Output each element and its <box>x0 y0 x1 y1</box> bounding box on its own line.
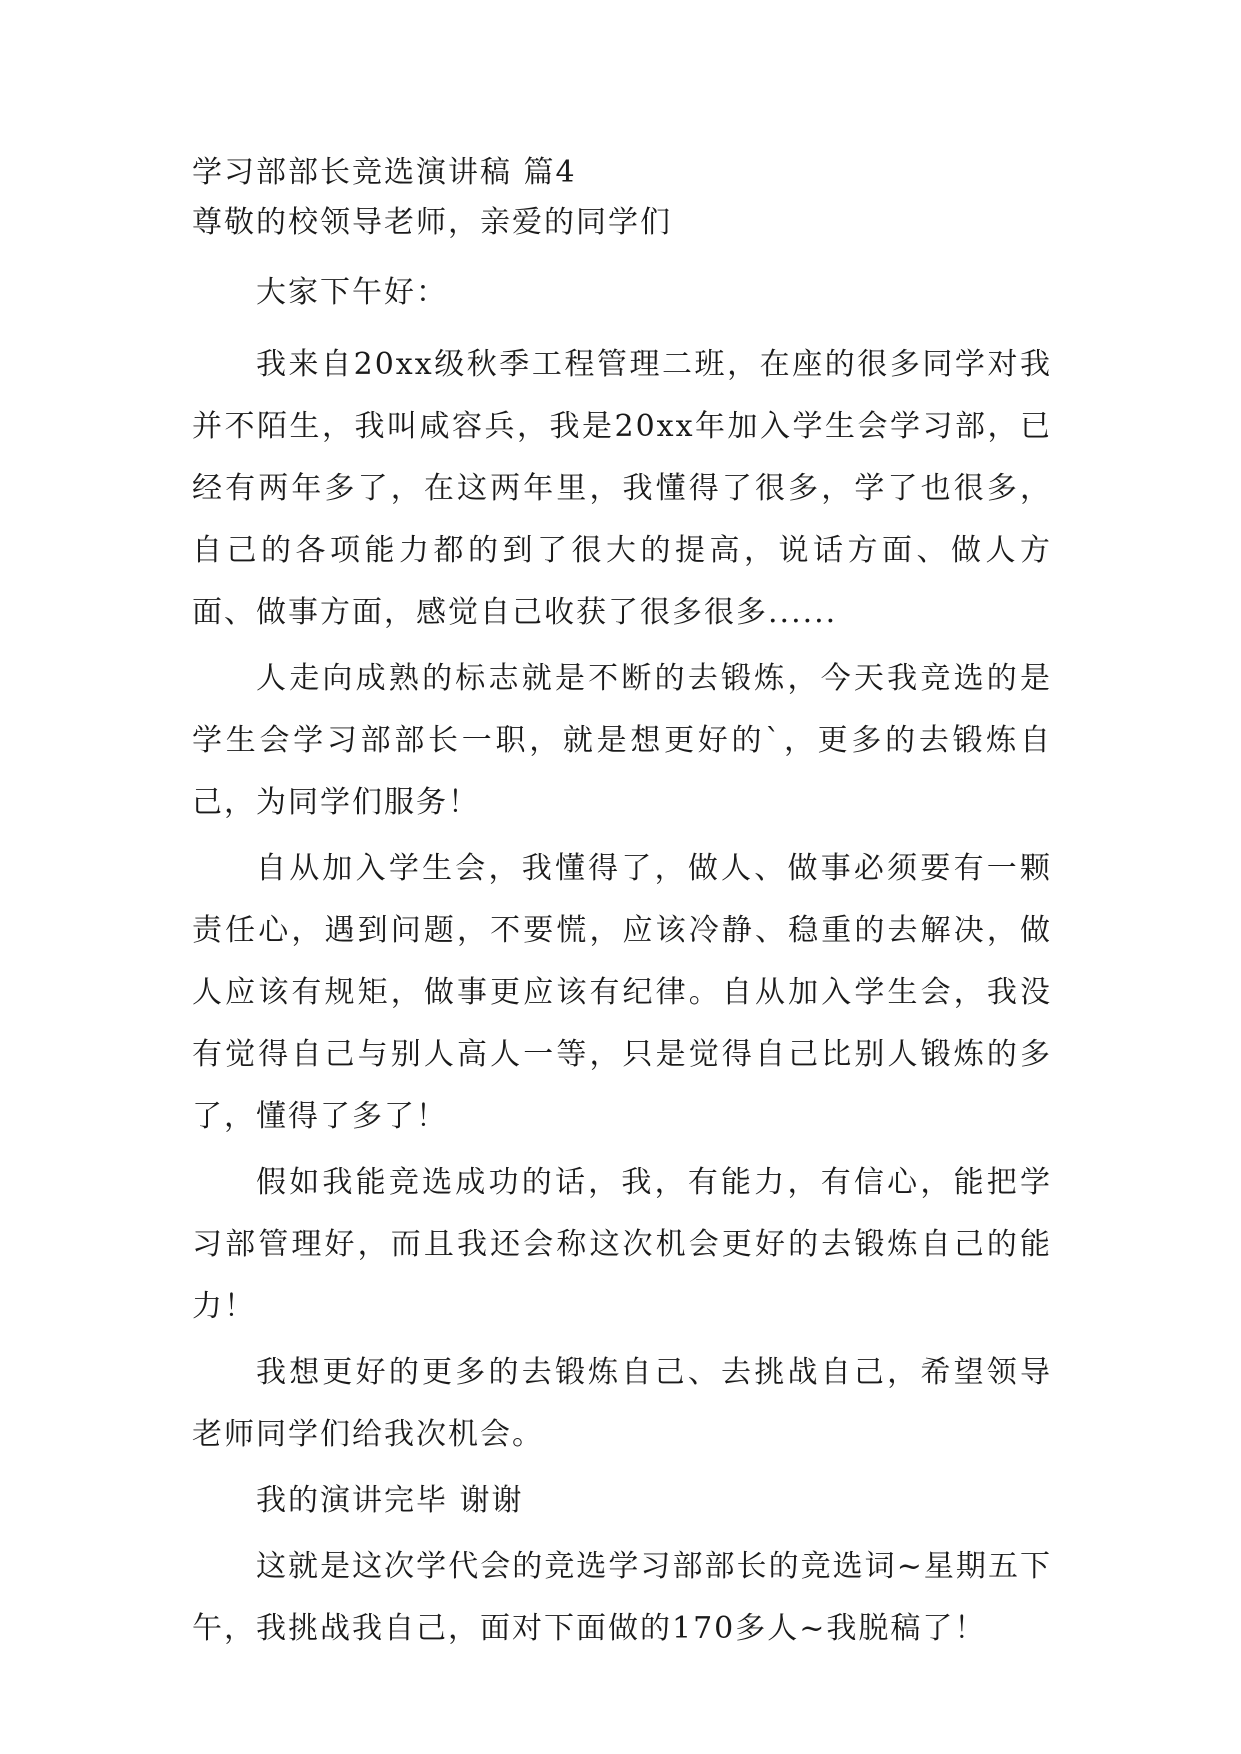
paragraph: 我想更好的更多的去锻炼自己、去挑战自己，希望领导老师同学们给我次机会。 <box>192 1355 1052 1452</box>
document-body <box>192 148 1052 1664</box>
paragraph: 假如我能竞选成功的话，我，有能力，有信心，能把学习部管理好，而且我还会称这次机会更好的去锻炼自己的能力！ <box>192 1165 1052 1324</box>
document-title: 学习部部长竞选演讲稿 篇4 <box>192 155 577 190</box>
paragraph: 我的演讲完毕 谢谢 <box>256 1483 524 1518</box>
salutation: 尊敬的校领导老师，亲爱的同学们 <box>192 205 672 240</box>
greeting: 大家下午好： <box>256 275 448 310</box>
paragraph: 自从加入学生会，我懂得了，做人、做事必须要有一颗责任心，遇到问题，不要慌，应该冷静、稳重的去解决，做人应该有规矩，做事更应该有纪律。自从加入学生会，我没有觉得自己与别人高人一等，只是觉得自己比别人锻炼的多了，懂得了多了！ <box>192 851 1052 1134</box>
paragraph: 我来自20xx级秋季工程管理二班，在座的很多同学对我并不陌生，我叫咸容兵，我是20xx年加入学生会学习部，已经有两年多了，在这两年里，我懂得了很多，学了也很多，自己的各项能力都的到了很大的提高，说话方面、做人方面、做事方面，感觉自己收获了很多很多...... <box>192 347 1052 630</box>
paragraph: 这就是这次学代会的竞选学习部部长的竞选词~星期五下午，我挑战我自己，面对下面做的170多人~我脱稿了！ <box>192 1549 1052 1646</box>
paragraph: 人走向成熟的标志就是不断的去锻炼，今天我竞选的是学生会学习部部长一职，就是想更好的`，更多的去锻炼自己，为同学们服务！ <box>192 661 1052 820</box>
